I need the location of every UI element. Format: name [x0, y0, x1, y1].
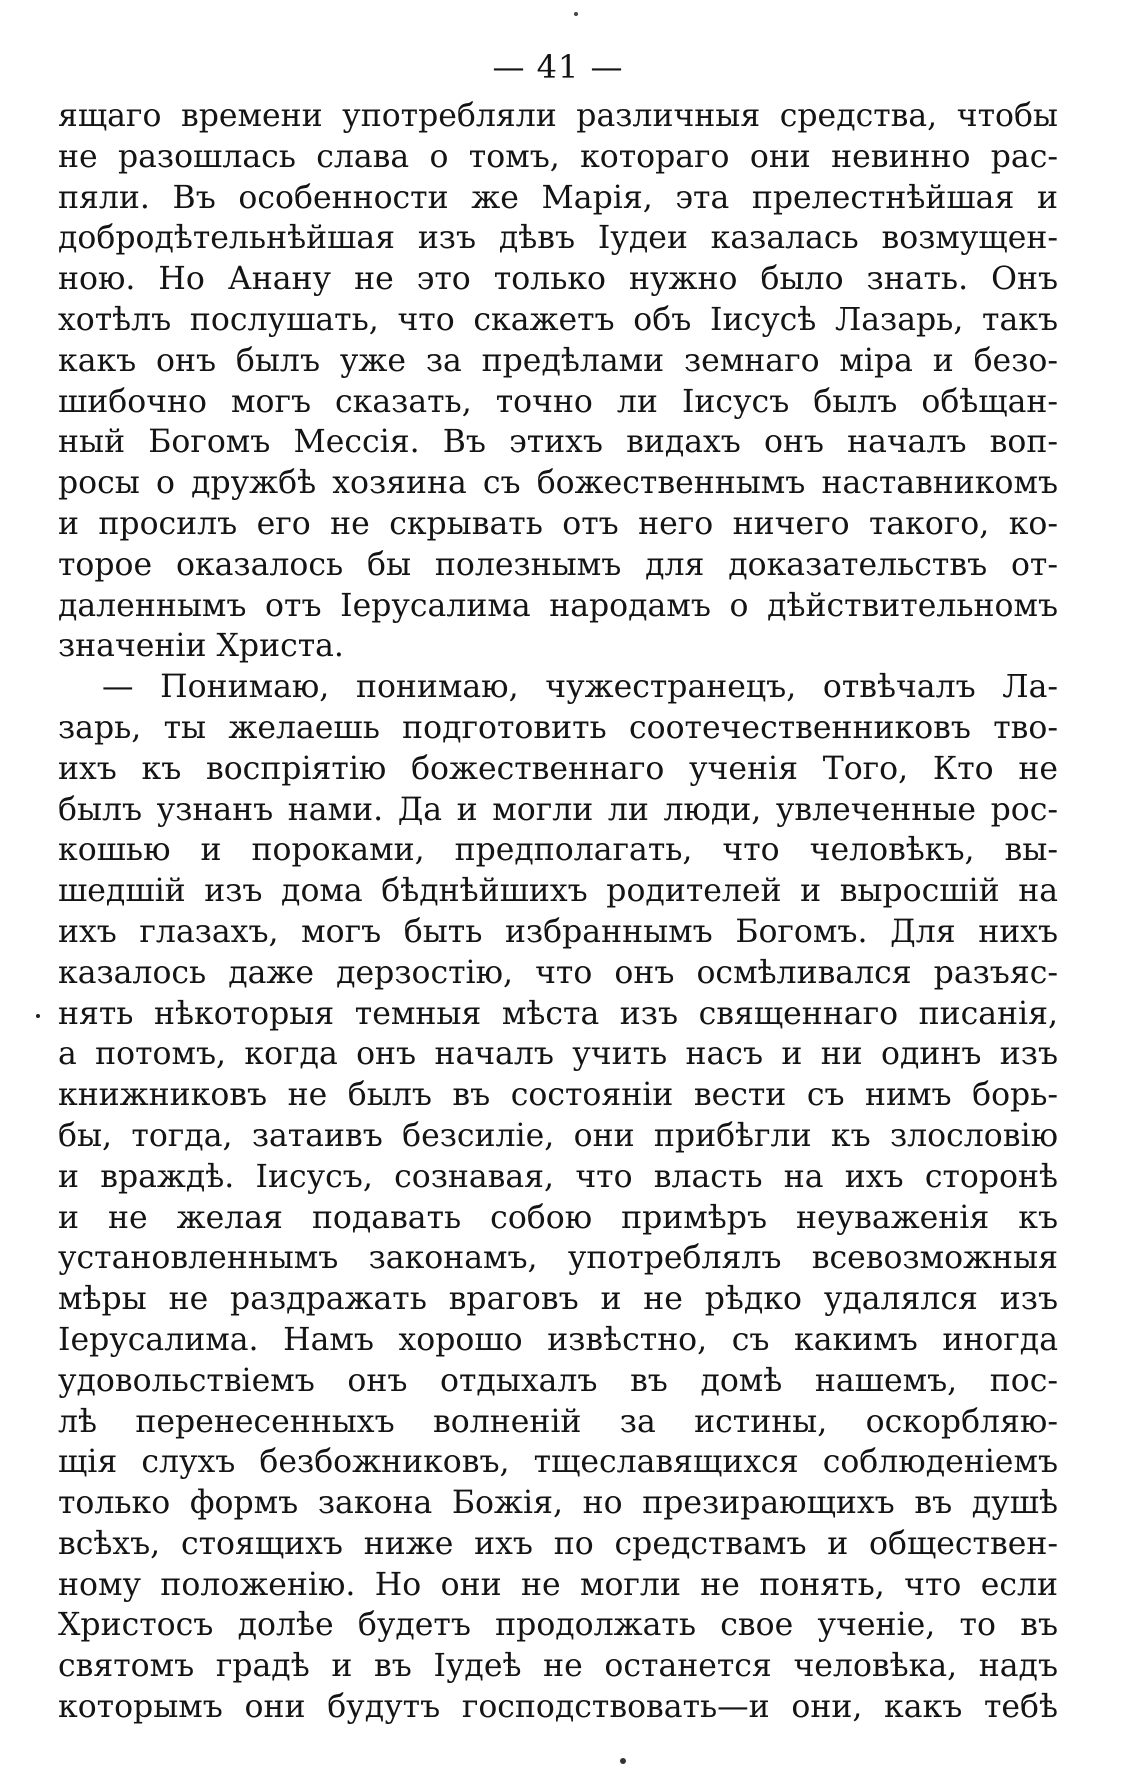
text-line: которымъ они будутъ господствовать—и они, какъ тебѣ: [58, 1689, 1058, 1726]
text-line: кошью и пороками, предполагать, что человѣкъ, вы-: [58, 832, 1058, 869]
text-line: святомъ градѣ и въ Іудеѣ не останется человѣка, надъ: [58, 1648, 1058, 1685]
text-line: росы о дружбѣ хозяина съ божественнымъ наставникомъ: [58, 465, 1058, 502]
text-line: Іерусалима. Намъ хорошо извѣстно, съ какимъ иногда: [58, 1321, 1058, 1358]
margin-speck: [36, 1014, 40, 1018]
text-line: лѣ перенесенныхъ волненій за истины, оскорбляю-: [58, 1403, 1058, 1440]
text-line: былъ узнанъ нами. Да и могли ли люди, увлеченные рос-: [58, 791, 1058, 828]
text-line: мѣры не раздражать враговъ и не рѣдко удалялся изъ: [58, 1281, 1058, 1318]
text-line: только формъ закона Божія, но презирающихъ въ душѣ: [58, 1485, 1058, 1522]
text-line: пяли. Въ особенности же Марія, эта прелестнѣйшая и: [58, 179, 1058, 216]
text-line: хотѣлъ послушать, что скажетъ объ Іисусѣ Лазарь, такъ: [58, 301, 1058, 338]
text-line: и не желая подавать собою примѣръ неуваженія къ: [58, 1199, 1058, 1236]
text-line: значеніи Христа.: [58, 628, 344, 665]
text-line: не разошлась слава о томъ, котораго они невинно рас-: [58, 138, 1058, 175]
text-line: Христосъ долѣе будетъ продолжать свое ученіе, то въ: [58, 1607, 1058, 1644]
text-line: ихъ глазахъ, могъ быть избраннымъ Богомъ. Для нихъ: [58, 913, 1058, 950]
text-line: ною. Но Анану не это только нужно было знать. Онъ: [58, 261, 1058, 298]
text-line: бы, тогда, затаивъ безсиліе, они прибѣгли къ злословію: [58, 1117, 1058, 1154]
bottom-speck: [620, 1758, 626, 1764]
text-line: какъ онъ былъ уже за предѣлами земнаго міра и безо-: [58, 342, 1058, 379]
text-line: торое оказалось бы полезнымъ для доказательствъ от-: [58, 546, 1058, 583]
page-number: — 41 —: [492, 48, 624, 86]
text-line: установленнымъ законамъ, употреблялъ всевозможныя: [58, 1240, 1058, 1277]
text-line: шедшій изъ дома бѣднѣйшихъ родителей и выросшій на: [58, 873, 1058, 910]
text-line: а потомъ, когда онъ началъ учить насъ и ни одинъ изъ: [58, 1036, 1058, 1073]
text-line-paragraph-start: — Понимаю, понимаю, чужестранецъ, отвѣчалъ Ла-: [102, 669, 1058, 706]
text-line: ихъ къ воспріятію божественнаго ученія Того, Кто не: [58, 750, 1058, 787]
text-line: щія слухъ безбожниковъ, тщеславящихся соблюденіемъ: [58, 1444, 1058, 1481]
text-line: ному положенію. Но они не могли не понять, что если: [58, 1566, 1058, 1603]
page-text: [58, 96, 1058, 1728]
text-line: добродѣтельнѣйшая изъ дѣвъ Іудеи казалась возмущен-: [58, 220, 1058, 257]
text-line: даленнымъ отъ Іерусалима народамъ о дѣйствительномъ: [58, 587, 1058, 624]
text-line: нять нѣкоторыя темныя мѣста изъ священнаго писанія,: [58, 995, 1058, 1032]
text-line: шибочно могъ сказать, точно ли Іисусъ былъ обѣщан-: [58, 383, 1058, 420]
text-line: удовольствіемъ онъ отдыхалъ въ домѣ нашемъ, пос-: [58, 1362, 1058, 1399]
text-line: книжниковъ не былъ въ состояніи вести съ нимъ борь-: [58, 1077, 1058, 1114]
text-line: и враждѣ. Іисусъ, сознавая, что власть на ихъ сторонѣ: [58, 1158, 1058, 1195]
text-line: зарь, ты желаешь подготовить соотечественниковъ тво-: [58, 709, 1058, 746]
text-line: ный Богомъ Мессія. Въ этихъ видахъ онъ началъ воп-: [58, 424, 1058, 461]
top-speck: [574, 12, 578, 16]
text-line: всѣхъ, стоящихъ ниже ихъ по средствамъ и обществен-: [58, 1525, 1058, 1562]
book-page: [58, 38, 1058, 1758]
text-line: и просилъ его не скрывать отъ него ничего такого, ко-: [58, 505, 1058, 542]
text-line: казалось даже дерзостію, что онъ осмѣливался разъяс-: [58, 954, 1058, 991]
text-line: ящаго времени употребляли различныя средства, чтобы: [58, 98, 1058, 134]
